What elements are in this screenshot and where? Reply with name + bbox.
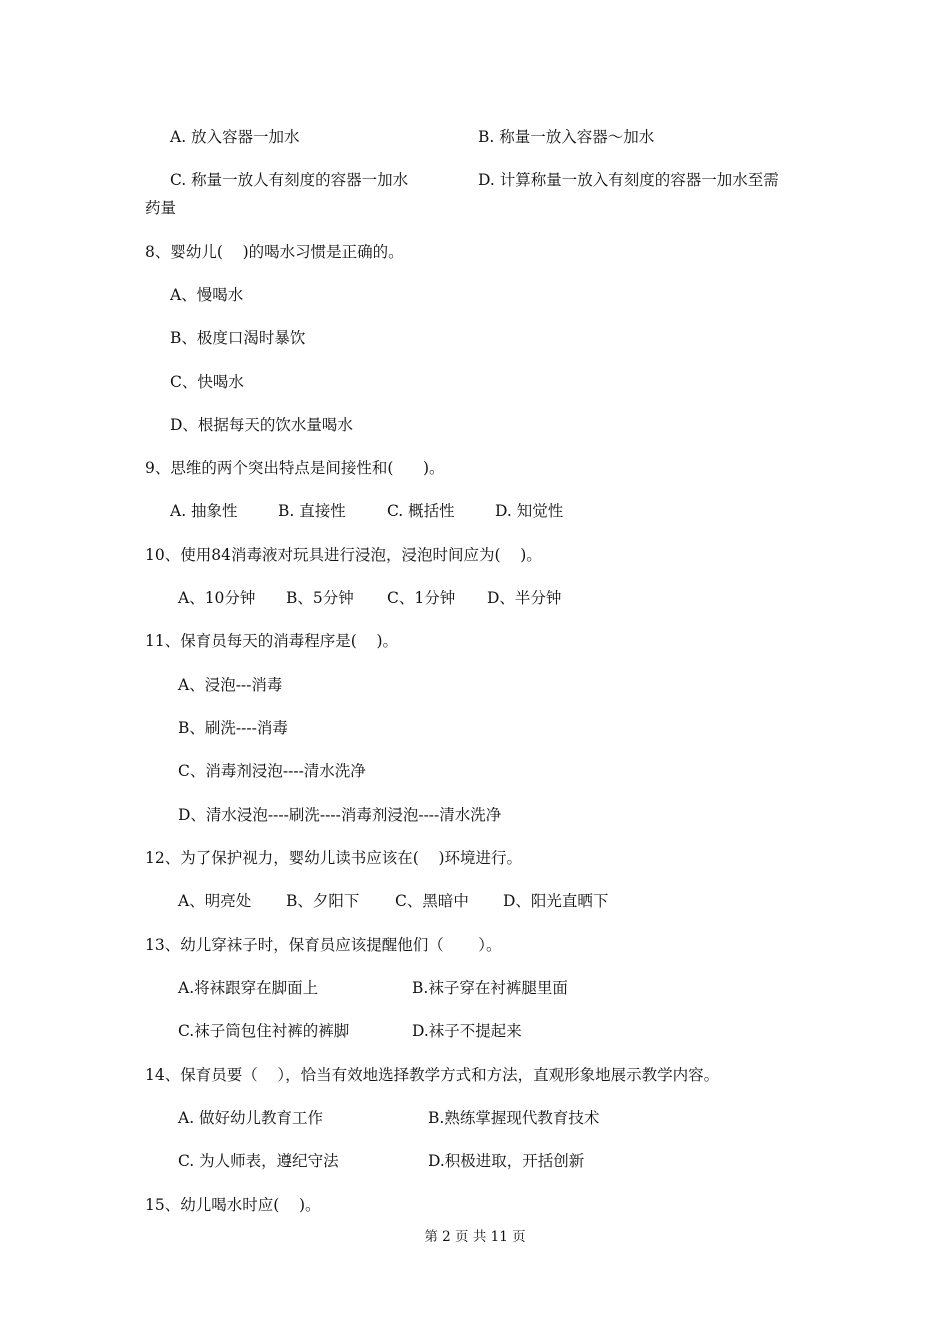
q10-option-d: D、半分钟 — [487, 589, 562, 607]
page-footer: 第 2 页 共 11 页 — [424, 1229, 526, 1245]
q14-option-b: B.熟练掌握现代教育技术 — [428, 1109, 600, 1127]
q7-option-d-continued: 药量 — [145, 199, 177, 217]
q7-option-d: D. 计算称量一放入有刻度的容器一加水至需 — [478, 171, 779, 189]
q10-option-a: A、10分钟 — [178, 589, 256, 607]
q11-option-b: B、刷洗----消毒 — [178, 719, 288, 737]
q14-option-a: A. 做好幼儿教育工作 — [178, 1109, 324, 1127]
q13-option-b: B.袜子穿在衬裤腿里面 — [412, 979, 568, 997]
q10-option-b: B、5分钟 — [286, 589, 354, 607]
q9-option-b: B. 直接性 — [278, 502, 346, 520]
q13-option-d: D.袜子不提起来 — [412, 1022, 522, 1040]
q10-stem: 10、使用84消毒液对玩具进行浸泡，浸泡时间应为( )。 — [145, 546, 542, 564]
q12-option-d: D、阳光直晒下 — [503, 892, 609, 910]
q15-stem: 15、幼儿喝水时应( )。 — [145, 1196, 321, 1214]
q8-option-d: D、根据每天的饮水量喝水 — [170, 416, 353, 434]
q9-option-c: C. 概括性 — [387, 502, 455, 520]
q8-option-b: B、极度口渴时暴饮 — [170, 329, 306, 347]
q11-option-d: D、清水浸泡----刷洗----消毒剂浸泡----清水洗净 — [178, 806, 502, 824]
q12-option-b: B、夕阳下 — [286, 892, 360, 910]
q11-stem: 11、保育员每天的消毒程序是( )。 — [145, 632, 399, 650]
q8-option-a: A、慢喝水 — [170, 286, 244, 304]
q13-stem: 13、幼儿穿袜子时，保育员应该提醒他们（ ）。 — [145, 936, 502, 954]
q11-option-a: A、浸泡---消毒 — [178, 676, 283, 694]
q11-option-c: C、消毒剂浸泡----清水洗净 — [178, 762, 366, 780]
q8-stem: 8、婴幼儿( )的喝水习惯是正确的。 — [145, 243, 404, 261]
q7-option-b: B. 称量一放入容器～加水 — [478, 128, 655, 146]
q9-option-a: A. 抽象性 — [170, 502, 238, 520]
q14-option-c: C. 为人师表，遵纪守法 — [178, 1152, 339, 1170]
q9-stem: 9、思维的两个突出特点是间接性和( )。 — [145, 459, 445, 477]
q14-option-d: D.积极进取，开括创新 — [428, 1152, 585, 1170]
q14-stem: 14、保育员要（ ），恰当有效地选择教学方式和方法，直观形象地展示教学内容。 — [145, 1066, 720, 1084]
q10-option-c: C、1分钟 — [387, 589, 456, 607]
q7-option-a: A. 放入容器一加水 — [170, 128, 300, 146]
q12-stem: 12、为了保护视力，婴幼儿读书应该在( )环境进行。 — [145, 849, 523, 867]
q12-option-a: A、明亮处 — [178, 892, 252, 910]
q8-option-c: C、快喝水 — [170, 373, 244, 391]
q7-option-c: C. 称量一放人有刻度的容器一加水 — [170, 171, 409, 189]
q13-option-c: C.袜子筒包住衬裤的裤脚 — [178, 1022, 350, 1040]
q12-option-c: C、黑暗中 — [395, 892, 469, 910]
q9-option-d: D. 知觉性 — [495, 502, 564, 520]
q13-option-a: A.将袜跟穿在脚面上 — [178, 979, 319, 997]
